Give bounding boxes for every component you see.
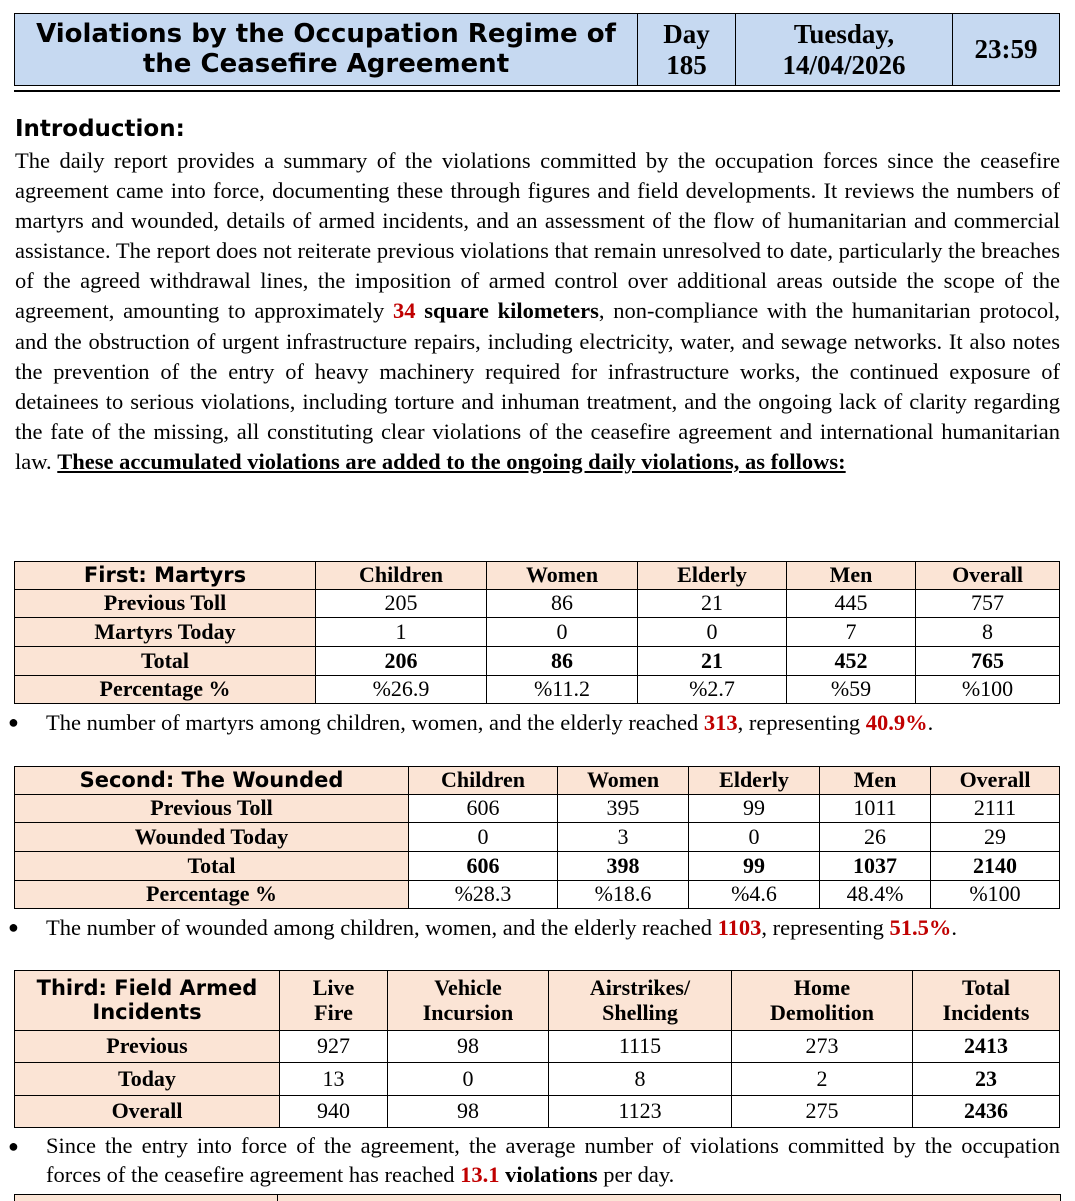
table-cell: 7 (787, 618, 916, 647)
header-divider (14, 90, 1060, 92)
table-row (15, 647, 1060, 676)
table-row (15, 618, 1060, 647)
report-title (15, 14, 638, 86)
row-label: Previous Toll (15, 590, 316, 618)
area-unit: square kilometers (415, 298, 599, 324)
column-header-line2: Fire (314, 999, 353, 1025)
table-cell: 86 (487, 590, 638, 618)
table-cell: 86 (487, 647, 638, 676)
report-time: 23:59 (953, 14, 1060, 86)
row-label: Percentage % (15, 676, 316, 704)
row-label: Total (15, 852, 409, 881)
martyrs-note-text-3: . (927, 710, 934, 735)
table-cell: 940 (280, 1096, 388, 1128)
table-cell: 765 (916, 647, 1060, 676)
table-cell: 445 (787, 590, 916, 618)
day-cell (638, 14, 736, 86)
row-label: Overall (15, 1096, 280, 1128)
row-label: Wounded Today (15, 823, 409, 852)
table-cell: %100 (916, 676, 1060, 704)
weekday: Tuesday, (793, 19, 895, 50)
day-label: Day (663, 19, 710, 50)
table-cell: 273 (732, 1031, 913, 1063)
intro-text-3: These accumulated violations are added to the ongoing daily violations, as follows: (57, 448, 846, 474)
table-cell: 2111 (931, 795, 1060, 823)
martyrs-note-pct: 40.9% (865, 710, 928, 735)
table-cell: %11.2 (487, 676, 638, 704)
table-row (15, 676, 1060, 704)
table-cell: 1 (316, 618, 487, 647)
column-header: Overall (916, 562, 1060, 590)
column-header (280, 971, 388, 1031)
date-cell (736, 14, 953, 86)
table-cell: 29 (931, 823, 1060, 852)
column-header: Overall (931, 767, 1060, 795)
row-label: Previous (15, 1031, 280, 1063)
incidents-heading-line1: Third: Field Armed (36, 976, 258, 1001)
bullet-icon: ● (8, 712, 19, 732)
column-header-line1: Total (961, 975, 1011, 1001)
martyrs-table (14, 561, 1060, 704)
column-header: Elderly (638, 562, 787, 590)
martyrs-note (46, 708, 1060, 737)
table-cell: 0 (638, 618, 787, 647)
table-row (15, 795, 1060, 823)
column-header: Children (316, 562, 487, 590)
table-cell: 2 (732, 1063, 913, 1096)
bullet-icon: ● (8, 1136, 19, 1156)
martyrs-heading: First: Martyrs (15, 562, 316, 590)
table-cell: 23 (913, 1063, 1060, 1096)
table-cell: 2413 (913, 1031, 1060, 1063)
table-header-row (15, 562, 1060, 590)
martyrs-note-text-2: , representing (737, 710, 866, 735)
column-header (388, 971, 549, 1031)
row-label: Percentage % (15, 881, 409, 909)
table-row (15, 881, 1060, 909)
report-title-line1: Violations by the Occupation Regime of (36, 19, 616, 50)
column-header-line2: Demolition (770, 999, 874, 1025)
column-header-line2: Shelling (602, 999, 678, 1025)
table-row (15, 1063, 1060, 1096)
table-cell: 206 (316, 647, 487, 676)
table-cell: 98 (388, 1031, 549, 1063)
column-header: Children (409, 767, 558, 795)
table-cell: 0 (388, 1063, 549, 1096)
table-row (15, 823, 1060, 852)
intro-text-2: , non-compliance with the humanitarian protocol, and the obstruction of urgent infrastructure repairs, including electricity, water, and sewage networks. It also notes the prevention of the entry of heavy machinery required for infrastructure works, the continued exposure of detainees to serious violations, including torture and inhuman treatment, and the ongoing lack of clarity regarding the fate of the missing, all constituting clear violations of the ceasefire agreement and international humanitarian law. (15, 298, 1060, 474)
table-cell: 0 (487, 618, 638, 647)
next-table-edge (14, 1194, 1060, 1200)
column-header-line1: Airstrikes/ (589, 975, 691, 1001)
wounded-note-text-2: , representing (761, 915, 890, 940)
table-cell: 275 (732, 1096, 913, 1128)
table-cell: 1011 (820, 795, 931, 823)
table-cell: 98 (388, 1096, 549, 1128)
table-cell: 205 (316, 590, 487, 618)
incidents-note-text-2: per day. (597, 1162, 675, 1187)
area-value: 34 (393, 298, 416, 324)
table-cell: 99 (689, 852, 820, 881)
table-cell: 398 (558, 852, 689, 881)
table-row (15, 1096, 1060, 1128)
table-cell: 927 (280, 1031, 388, 1063)
wounded-note-count: 1103 (717, 915, 762, 940)
intro-heading: Introduction: (15, 116, 185, 142)
column-header-line1: Home (793, 975, 851, 1001)
row-label: Total (15, 647, 316, 676)
table-cell: %59 (787, 676, 916, 704)
column-header (732, 971, 913, 1031)
column-header-line1: Live (312, 975, 355, 1001)
table-cell: 2436 (913, 1096, 1060, 1128)
table-cell: 1115 (549, 1031, 732, 1063)
table-cell: 395 (558, 795, 689, 823)
table-cell: 2140 (931, 852, 1060, 881)
wounded-note-text-1: The number of wounded among children, women, and the elderly reached (46, 915, 718, 940)
table-cell: %2.7 (638, 676, 787, 704)
table-cell: 452 (787, 647, 916, 676)
wounded-heading: Second: The Wounded (15, 767, 409, 795)
day-number: 185 (666, 49, 707, 80)
table-cell: 1123 (549, 1096, 732, 1128)
table-cell: 757 (916, 590, 1060, 618)
table-header-row (15, 767, 1060, 795)
table-cell: 8 (916, 618, 1060, 647)
column-header (913, 971, 1060, 1031)
table-cell: %26.9 (316, 676, 487, 704)
table-cell: %100 (931, 881, 1060, 909)
table-cell: 0 (409, 823, 558, 852)
table-cell: %4.6 (689, 881, 820, 909)
table-cell: 8 (549, 1063, 732, 1096)
incidents-note-avg: 13.1 (460, 1162, 500, 1187)
intro-text-1: The daily report provides a summary of the violations committed by the occupation forces since the ceasefire agreement came into force, documenting these through figures and field developments. It reviews the numbers of martyrs and wounded, details of armed incidents, and an assessment of the flow of humanitarian and commercial assistance. The report does not reiterate previous violations that remain unresolved to date, particularly the breaches of the agreed withdrawal lines, the imposition of armed control over additional areas outside the scope of the agreement, amounting to approximately (15, 148, 1060, 324)
report-header (14, 13, 1060, 86)
incidents-table (14, 970, 1060, 1128)
table-cell: 606 (409, 852, 558, 881)
column-header (549, 971, 732, 1031)
table-cell: 13 (280, 1063, 388, 1096)
report-date: 14/04/2026 (782, 49, 906, 80)
row-label: Martyrs Today (15, 618, 316, 647)
table-row (15, 590, 1060, 618)
table-cell: %18.6 (558, 881, 689, 909)
column-header-line2: Incidents (942, 999, 1030, 1025)
column-header: Men (820, 767, 931, 795)
wounded-table (14, 766, 1060, 909)
intro-paragraph (15, 146, 1060, 477)
table-cell: 21 (638, 590, 787, 618)
table-row (15, 1031, 1060, 1063)
incidents-heading (15, 971, 280, 1031)
table-header-row (15, 971, 1060, 1031)
wounded-note-pct: 51.5% (889, 915, 952, 940)
bullet-icon: ● (8, 917, 19, 937)
column-header: Elderly (689, 767, 820, 795)
incidents-heading-line2: Incidents (92, 999, 202, 1024)
table-cell: %28.3 (409, 881, 558, 909)
incidents-note-unit: violations (499, 1162, 598, 1187)
row-label: Previous Toll (15, 795, 409, 823)
column-header-line1: Vehicle (434, 975, 502, 1001)
martyrs-note-count: 313 (703, 710, 738, 735)
wounded-note (46, 913, 1060, 942)
table-cell: 99 (689, 795, 820, 823)
martyrs-note-text-1: The number of martyrs among children, women, and the elderly reached (46, 710, 704, 735)
table-cell: 1037 (820, 852, 931, 881)
table-cell: 3 (558, 823, 689, 852)
column-header: Women (487, 562, 638, 590)
report-title-line2: the Ceasefire Agreement (142, 48, 510, 79)
row-label: Today (15, 1063, 280, 1096)
column-header: Men (787, 562, 916, 590)
column-header: Women (558, 767, 689, 795)
table-cell: 0 (689, 823, 820, 852)
table-cell: 26 (820, 823, 931, 852)
table-row (15, 852, 1060, 881)
table-cell: 606 (409, 795, 558, 823)
wounded-note-text-3: . (951, 915, 957, 940)
incidents-note-text-1: Since the entry into force of the agreement, the average number of violations committed by the occupation forces of the ceasefire agreement has reached (46, 1133, 1060, 1187)
table-cell: 48.4% (820, 881, 931, 909)
table-cell: 21 (638, 647, 787, 676)
incidents-note (46, 1131, 1060, 1189)
column-header-line2: Incursion (422, 999, 514, 1025)
